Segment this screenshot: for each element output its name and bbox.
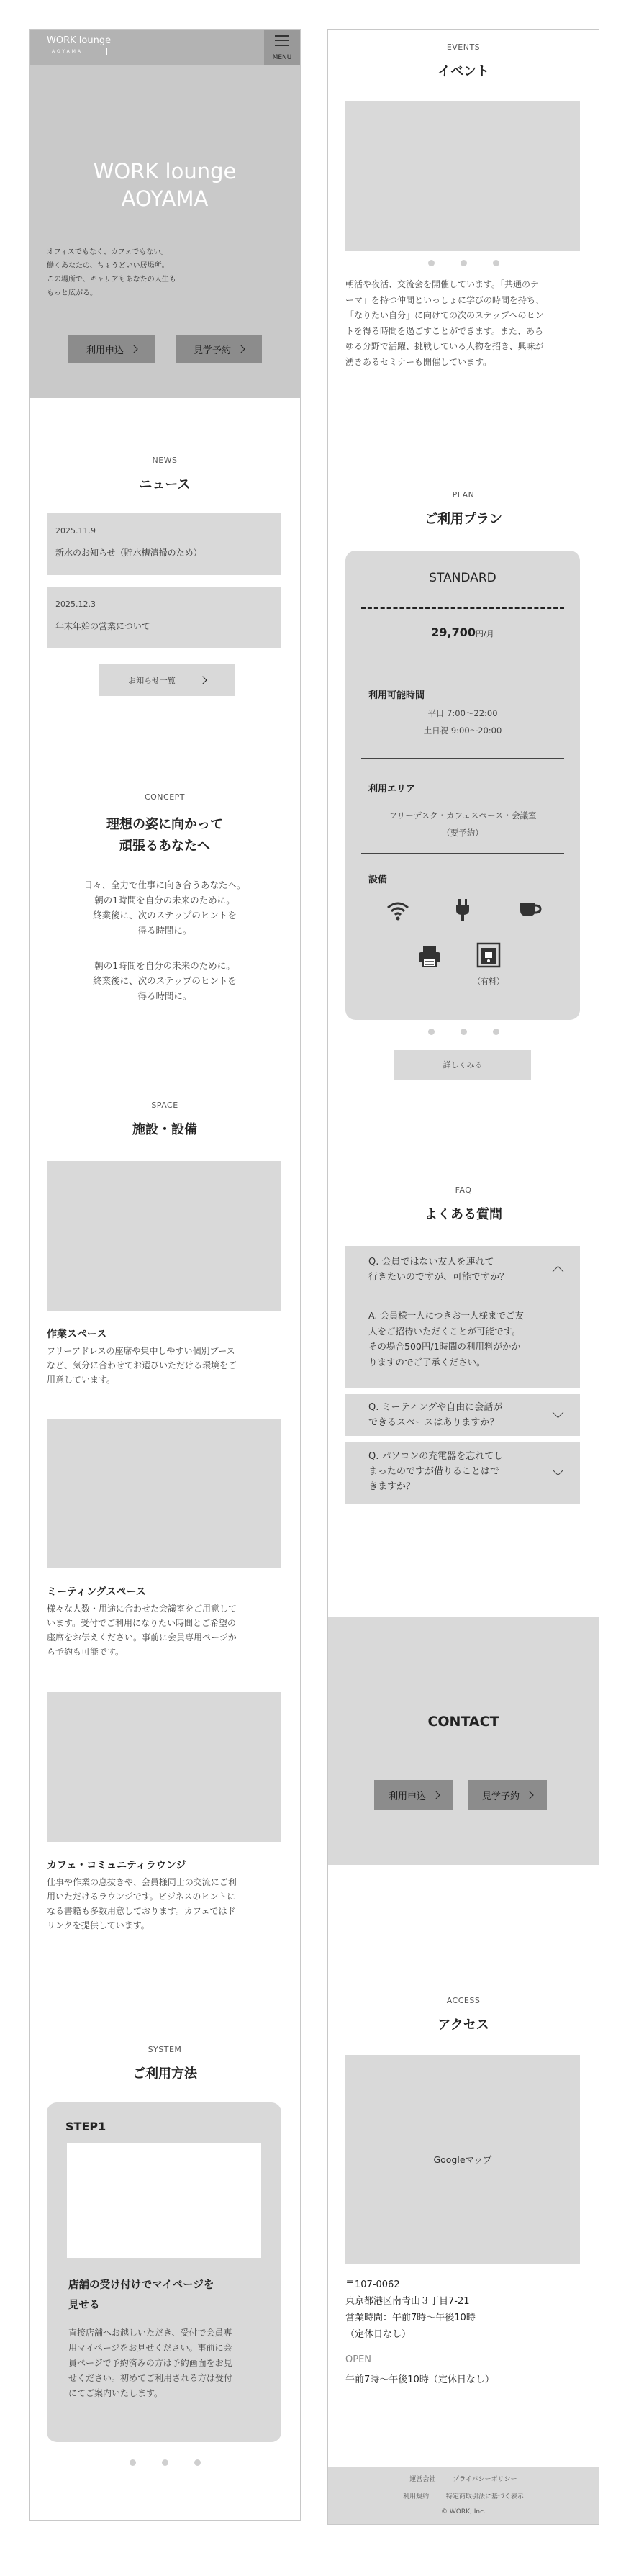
logo-text: WORK lounge [47,35,112,46]
events-carousel-dots [328,260,599,266]
faq-answer: A. 会員様一人につきお一人様までご友 人をご招待いただくことが可能です。 その場合500円/1時間の利用料がかか りますのでご了承ください。 [368,1310,525,1368]
menu-button[interactable] [264,30,300,65]
system-eyebrow: SYSTEM [148,2045,182,2054]
open-label: OPEN [345,2354,372,2365]
chevron-down-icon [553,1407,564,1419]
divider [361,758,564,759]
footer-link-tokusho[interactable]: 特定商取引法に基づく表示 [445,2493,524,2500]
news-text: 新水のお知らせ（貯水槽清掃のため） [55,548,202,558]
concept-eyebrow: CONCEPT [144,792,186,802]
plan-carousel-dots [328,1029,599,1035]
concept-paragraph: 朝の1時間を自分の未来のために。 終業後に、次のステップのヒントを 得る時間に。 [93,960,237,1001]
step-desc: 直接店舗へお越しいただき、受付で会員専 用マイページをお見せください。事前に会 員ページで予約済みの方は予約画面をお見 せください。初めてご利用される方は受付 にてご案内いたします。 [68,2328,233,2398]
carousel-dot[interactable] [428,260,435,266]
power-plug-icon [453,898,472,922]
locker-note: （有料） [473,977,504,986]
contact-section [328,1617,599,1865]
hero-apply-button[interactable]: 利用申込 [68,335,155,363]
step-card [47,2102,281,2442]
contact-apply-button[interactable]: 利用申込 [374,1780,453,1810]
chevron-up-icon [553,1266,564,1278]
chevron-right-icon [432,1791,440,1799]
copyright: © WORK, Inc. [441,2508,486,2516]
chevron-right-icon [525,1791,533,1799]
concept-paragraph: 日々、全力で仕事に向き合うあなたへ。 朝の1時間を自分の未来のために。 終業後に、次のステップのヒントを 得る時間に。 [83,880,246,936]
site-header [30,30,300,65]
right-column [327,29,599,2525]
contact-title: CONTACT [427,1714,499,1730]
space-desc: 様々な人数・用途に合わせた会議室をご用意して います。受付でご利用になりたい時間とご希望の 座席をお伝えください。事前に会員専用ページか ら予約も可能です。 [47,1604,237,1657]
contact-tour-button[interactable]: 見学予約 [468,1780,547,1810]
space-name: カフェ・コミュニティラウンジ [47,1860,186,1871]
event-image-placeholder [345,101,580,251]
concept-title: 理想の姿に向かって 頑張るあなたへ [106,817,223,854]
step-title: 店舗の受け付けでマイページを 見せる [68,2279,214,2311]
hours-label: 利用可能時間 [368,690,425,701]
plan-card [345,551,580,1020]
hero-section [30,30,300,398]
access-title: アクセス [437,2017,489,2033]
coffee-cup-icon [518,900,543,919]
news-item[interactable] [47,513,281,575]
plan-price: 29,700円/月 [431,625,494,639]
chevron-right-icon [130,345,137,353]
carousel-dot[interactable] [493,260,499,266]
carousel-dot[interactable] [194,2459,201,2466]
hero-copy: オフィスでもなく、カフェでもない。 働くあなたの、ちょうどいい居場所。 この場所で、キャリアもあなたの人生も もっと広がる。 [47,248,176,297]
google-map-placeholder[interactable] [345,2055,580,2264]
system-title: ご利用方法 [132,2066,197,2082]
plan-title: ご利用プラン [425,512,502,527]
plan-dashed-divider [361,607,564,609]
news-list-button[interactable]: お知らせ一覧 [99,664,235,696]
carousel-dot[interactable] [130,2459,136,2466]
footer-link-terms[interactable]: 利用規約 [403,2493,430,2500]
open-text: 午前7時〜午後10時（定休日なし） [345,2374,494,2385]
carousel-dot[interactable] [461,1029,467,1035]
system-carousel-dots [30,2459,300,2466]
events-title: イベント [437,64,489,79]
logo[interactable] [47,35,111,55]
plan-eyebrow: PLAN [452,490,475,500]
printer-icon [417,945,442,968]
menu-label: MENU [272,54,292,61]
logo-subtext: AOYAMA [47,48,107,55]
footer-link-company[interactable]: 運営会社 [409,2476,436,2483]
space-title: 施設・設備 [132,1122,197,1137]
carousel-dot[interactable] [461,260,467,266]
faq-question[interactable]: Q. 会員ではない友人を連れて 行きたいのですが、可能ですか？ [345,1246,580,1296]
carousel-dot[interactable] [428,1029,435,1035]
access-eyebrow: ACCESS [446,1996,481,2005]
hamburger-icon [275,35,289,46]
plan-name: STANDARD [429,571,496,585]
space-name: ミーティングスペース [47,1586,146,1598]
access-address: 〒107-0062 東京都港区南青山３丁目7-21 営業時間：午前7時〜午後10時 （定休日なし） [345,2279,476,2340]
faq-title: よくある質問 [425,1207,502,1222]
hero-tour-button[interactable]: 見学予約 [176,335,262,363]
plan-detail-button[interactable]: 詳しくみる [394,1050,531,1080]
events-desc: 朝活や夜活、交流会を開催しています。「共通のテ ーマ」を持つ仲間といっしょに学びの時間を持ち、 「なりたい自分」に向けての次のステップへのヒン トを得る時間を過ごすことができます。また、あら ゆる分野で活躍、挑戦している人物を招き、興味が 湧きあるセミナーも開催しています。 [345,279,545,367]
faq-item[interactable]: Q. ミーティングや自由に会話が できるスペースはありますか？ [345,1394,580,1436]
area-note: （要予約） [442,828,484,838]
step-image-placeholder [67,2143,261,2258]
space-desc: 仕事や作業の息抜きや、会員様同士の交流にご利 用いただけるラウンジです。ビジネスのヒントに なる書籍も多数用意しております。カフェではド リンクを提供しています。 [47,1877,237,1930]
locker-icon [476,942,501,968]
news-date: 2025.12.3 [55,600,96,609]
carousel-dot[interactable] [162,2459,168,2466]
step-label: STEP1 [65,2120,106,2133]
news-eyebrow: NEWS [152,456,178,465]
space-image-placeholder [47,1161,281,1311]
wifi-icon [386,900,410,921]
news-title: ニュース [139,477,191,492]
hero-title: WORK lounge AOYAMA [93,159,237,211]
space-image-placeholder [47,1692,281,1842]
space-eyebrow: SPACE [151,1101,178,1110]
faq-item[interactable]: Q. パソコンの充電器を忘れてし まったのですが借りることはで きますか？ [345,1442,580,1504]
chevron-right-icon [237,345,245,353]
events-eyebrow: EVENTS [446,42,481,52]
news-text: 年末年始の営業について [55,621,150,631]
footer-link-privacy[interactable]: プライバシーポリシー [453,2476,517,2483]
chevron-right-icon [199,676,207,684]
faq-item-expanded [345,1246,580,1388]
area-label: 利用エリア [368,784,416,795]
chevron-down-icon [553,1465,564,1476]
space-name: 作業スペース [47,1329,107,1340]
carousel-dot[interactable] [493,1029,499,1035]
hours-weekend: 土日祝 9:00～20:00 [423,726,502,736]
divider [361,853,564,854]
news-item[interactable] [47,587,281,648]
left-column [29,29,301,2521]
space-image-placeholder [47,1419,281,1568]
faq-eyebrow: FAQ [455,1185,472,1195]
hours-weekday: 平日 7:00～22:00 [427,708,498,718]
equipment-label: 設備 [368,875,388,885]
news-date: 2025.11.9 [55,526,96,535]
map-label: Googleマップ [433,2154,492,2165]
space-desc: フリーアドレスの座席や集中しやすい個別ブース など、気分に合わせてお選びいただける環境をご 用意しています。 [47,1346,237,1385]
site-footer [328,2467,599,2524]
area-text: フリーデスク・カフェスペース・会議室 [389,810,537,821]
